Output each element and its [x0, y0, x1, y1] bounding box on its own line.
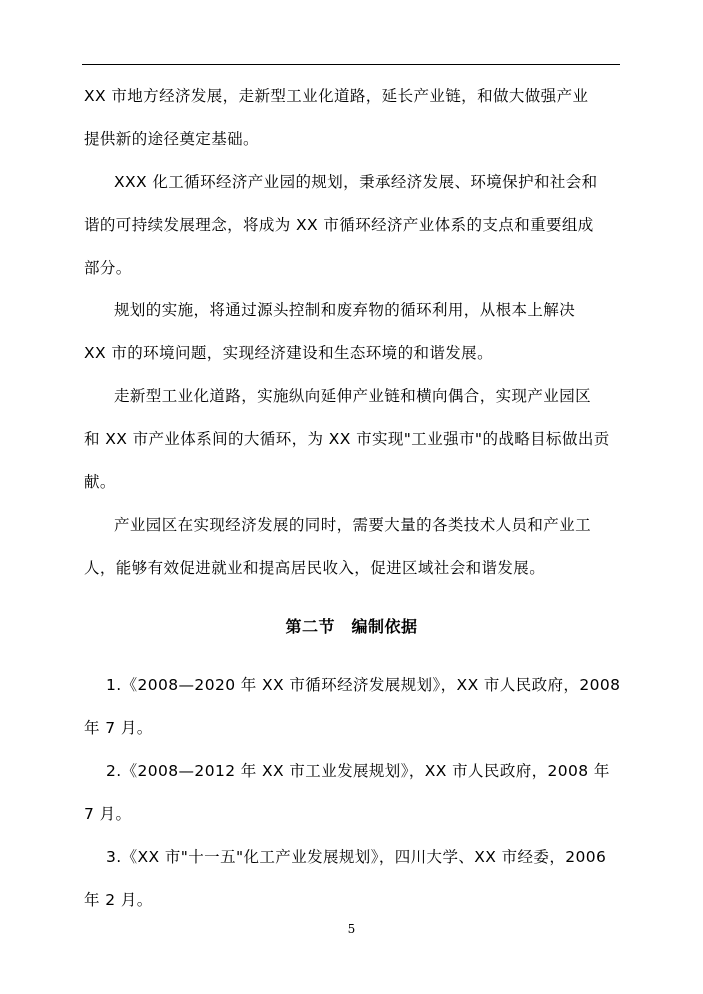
reference-3-line-2: 年 2 月。	[84, 891, 153, 909]
paragraph-4-line-2: 和 XX 市产业体系间的大循环，为 XX 市实现"工业强市"的战略目标做出贡	[84, 430, 610, 448]
reference-2-line-1: 2.《2008—2012 年 XX 市工业发展规划》，XX 市人民政府，2008 年	[106, 762, 610, 780]
paragraph-3-line-2: XX 市的环境问题，实现经济建设和生态环境的和谐发展。	[84, 344, 493, 362]
header-rule	[82, 64, 620, 65]
reference-1-line-2: 年 7 月。	[84, 719, 153, 737]
paragraph-4-line-1: 走新型工业化道路，实施纵向延伸产业链和横向偶合，实现产业园区	[114, 387, 592, 405]
paragraph-1-line-1: XX 市地方经济发展，走新型工业化道路，延长产业链，和做大做强产业	[84, 87, 589, 105]
section-heading: 第二节 编制依据	[285, 617, 418, 636]
paragraph-3-line-1: 规划的实施，将通过源头控制和废弃物的循环利用，从根本上解决	[114, 301, 576, 319]
paragraph-2-line-2: 谐的可持续发展理念，将成为 XX 市循环经济产业体系的支点和重要组成	[84, 216, 594, 234]
paragraph-5-line-1: 产业园区在实现经济发展的同时，需要大量的各类技术人员和产业工	[114, 516, 592, 534]
paragraph-1-line-2: 提供新的途径奠定基础。	[84, 130, 259, 148]
page-number: 5	[347, 922, 356, 936]
reference-1-line-1: 1.《2008—2020 年 XX 市循环经济发展规划》，XX 市人民政府，2008	[106, 676, 621, 694]
reference-3-line-1: 3.《XX 市"十一五"化工产业发展规划》，四川大学、XX 市经委，2006	[106, 848, 607, 866]
paragraph-2-line-1: XXX 化工循环经济产业园的规划，秉承经济发展、环境保护和社会和	[114, 173, 598, 191]
paragraph-4-line-3: 献。	[84, 473, 116, 491]
paragraph-2-line-3: 部分。	[84, 259, 132, 277]
paragraph-5-line-2: 人，能够有效促进就业和提高居民收入，促进区域社会和谐发展。	[84, 559, 546, 577]
reference-2-line-2: 7 月。	[84, 805, 132, 823]
